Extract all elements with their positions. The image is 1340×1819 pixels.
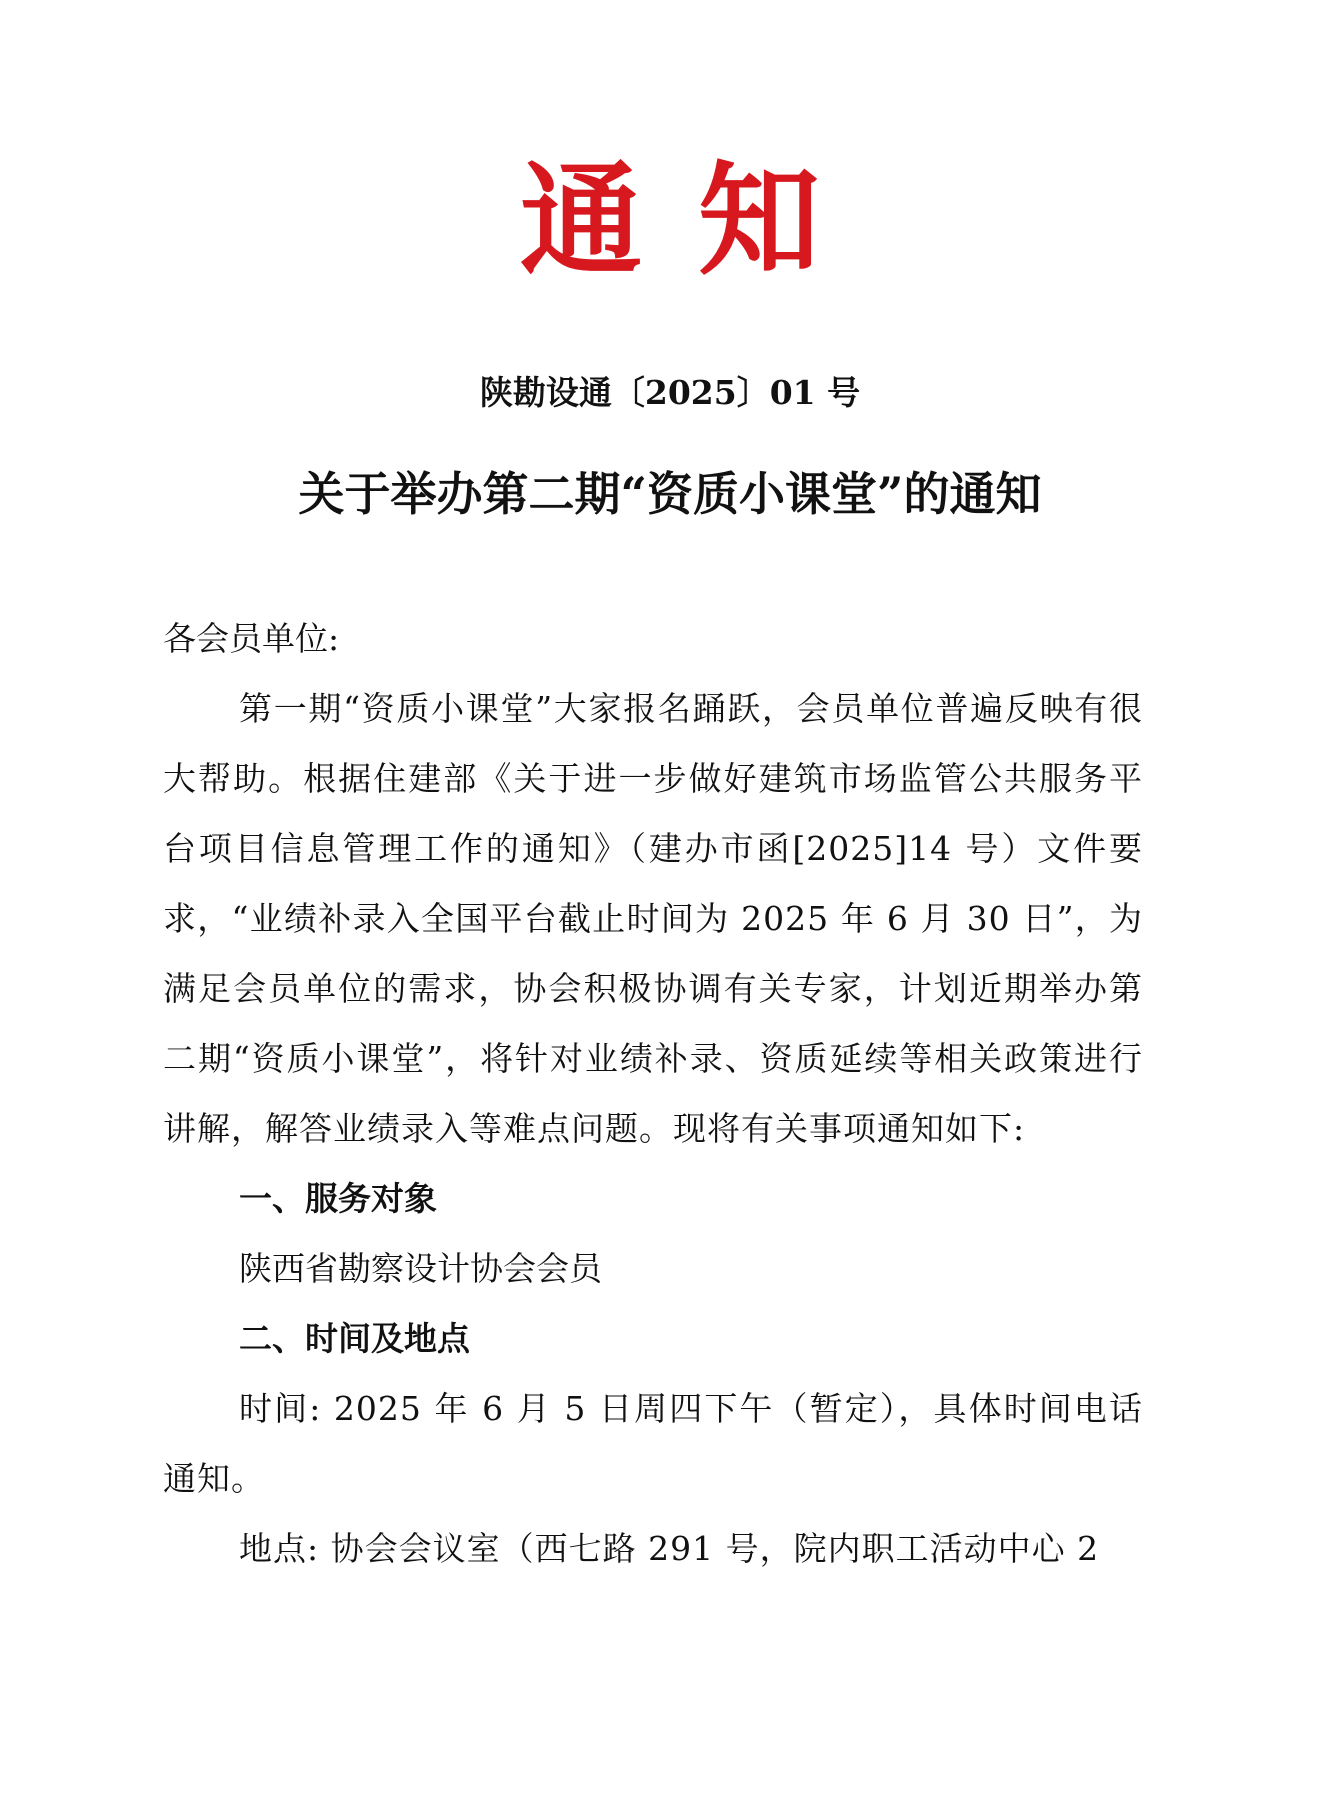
salutation: 各会员单位: [163,619,340,658]
notice-header-title: 通知 [520,148,876,292]
service-target-text: 陕西省勘察设计协会会员 [239,1249,602,1288]
document-number: 陕勘设通〔2025〕01 号 [479,373,861,412]
time-text: 时间: 2025 年 6 月 5 日周四下午（暂定），具体时间电话通知。 [163,1389,1143,1498]
intro-paragraph: 第一期“资质小课堂”大家报名踊跃，会员单位普遍反映有很大帮助。根据住建部《关于进一步做好建筑市场监管公共服务平台项目信息管理工作的通知》（建办市函[2025]14 号）文件要求，“业绩补录入全国平台截止时间为 2025 年 6 月 30 日”，为满足会员单位的需求，协会积极协调有关专家，计划近期举办第二期“资质小课堂”，将针对业绩补录、资质延续等相关政策进行讲解，解答业绩录入等难点问题。现将有关事项通知如下: [163,689,1143,1148]
document-subject: 关于举办第二期“资质小课堂”的通知 [298,467,1042,521]
location-text: 地点: 协会会议室（西七路 291 号，院内职工活动中心 2 [239,1529,1100,1568]
section-heading-service-target: 一、服务对象 [239,1179,437,1218]
document-body [163,604,1143,1584]
section-heading-time-location: 二、时间及地点 [239,1319,470,1358]
